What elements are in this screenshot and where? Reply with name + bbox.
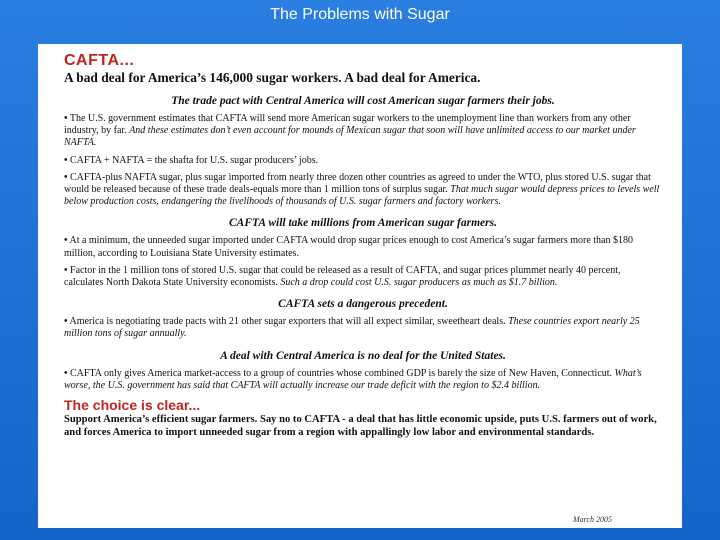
choice-heading: The choice is clear...	[64, 397, 201, 414]
section-title-jobs: The trade pact with Central America will cost American sugar farmers their jobs.	[171, 95, 555, 107]
paragraph-shafta	[64, 155, 662, 167]
document-date: March 2005	[572, 515, 612, 524]
bullet: •	[64, 367, 68, 379]
bullet: •	[64, 264, 68, 276]
paragraph-italic: And these estimates don’t even account for mounds of Mexican sugar that soon will have unlimited access to our market under NAFTA.	[64, 125, 636, 149]
paragraph-text: Factor in the 1 million tons of stored U.S. sugar that could be released as a result of CAFTA, and sugar prices plummet nearly 40 percent, calculates North Dakota State University economists.	[64, 264, 621, 289]
section-title-no-deal: A deal with Central America is no deal for the United States.	[220, 349, 506, 362]
bullet: •	[64, 154, 68, 166]
paragraph-text: America is negotiating trade pacts with 21 other sugar exporters that will all expect similar, sweetheart deals.	[69, 316, 506, 328]
section-title-precedent: CAFTA sets a dangerous precedent.	[278, 298, 448, 311]
document-heading: CAFTA...	[64, 52, 135, 69]
paragraph-unemployment	[64, 113, 662, 150]
paragraph-italic: What’s worse, the U.S. government has said that CAFTA will actually increase our trade deficit with the region to $2.4 billion.	[64, 367, 642, 391]
paragraph-text: CAFTA + NAFTA = the shafta for U.S. sugar producers’ jobs.	[70, 154, 319, 166]
bullet: •	[64, 113, 68, 124]
bullet: •	[64, 235, 68, 247]
paragraph-negotiating	[64, 316, 662, 340]
document-page	[38, 44, 682, 528]
bullet: •	[64, 316, 68, 328]
paragraph-stored-sugar	[64, 265, 662, 289]
section-title-millions: CAFTA will take millions from American sugar farmers.	[229, 217, 497, 230]
closing-statement: Support America’s efficient sugar farmers. Say no to CAFTA - a deal that has little economic upside, puts U.S. farmers out of work, and forces America to import unneeded sugar from a region with appallingly low labor and environmental standards.	[64, 414, 657, 438]
paragraph-surplus	[64, 172, 662, 209]
paragraph-text: The U.S. government estimates that CAFTA will send more American sugar workers to the unemployment line than workers from any other industry, by far.	[64, 113, 631, 137]
paragraph-market-access	[64, 368, 662, 392]
paragraph-italic: Such a drop could cost U.S. sugar producers as much as $1.7 billion.	[280, 277, 558, 289]
bullet: •	[64, 171, 68, 183]
paragraph-italic: That much sugar would depress prices to levels well below production costs, endangering the livelihoods of thousands of U.S. sugar farmers and factory workers.	[64, 184, 660, 208]
paragraph-italic: These countries export nearly 25 million tons of sugar annually.	[64, 316, 640, 340]
document-headline: A bad deal for America’s 146,000 sugar workers. A bad deal for America.	[64, 70, 481, 85]
paragraph-text: CAFTA only gives America market-access to a group of countries whose combined GDP is barely the size of New Haven, Connecticut.	[70, 367, 613, 379]
paragraph-minimum	[64, 235, 662, 259]
paragraph-text: At a minimum, the unneeded sugar imported under CAFTA would drop sugar prices enough to cost America’s sugar farmers more than $180 million, according to Louisiana State University estimates.	[64, 235, 633, 259]
slide-title: The Problems with Sugar	[270, 6, 450, 23]
paragraph-text: CAFTA-plus NAFTA sugar, plus sugar imported from nearly three dozen other countries as agreed to under the WTO, plus stored U.S. sugar that would be released because of these trade deals-equals more than 1 million tons of surplus sugar.	[64, 171, 651, 196]
